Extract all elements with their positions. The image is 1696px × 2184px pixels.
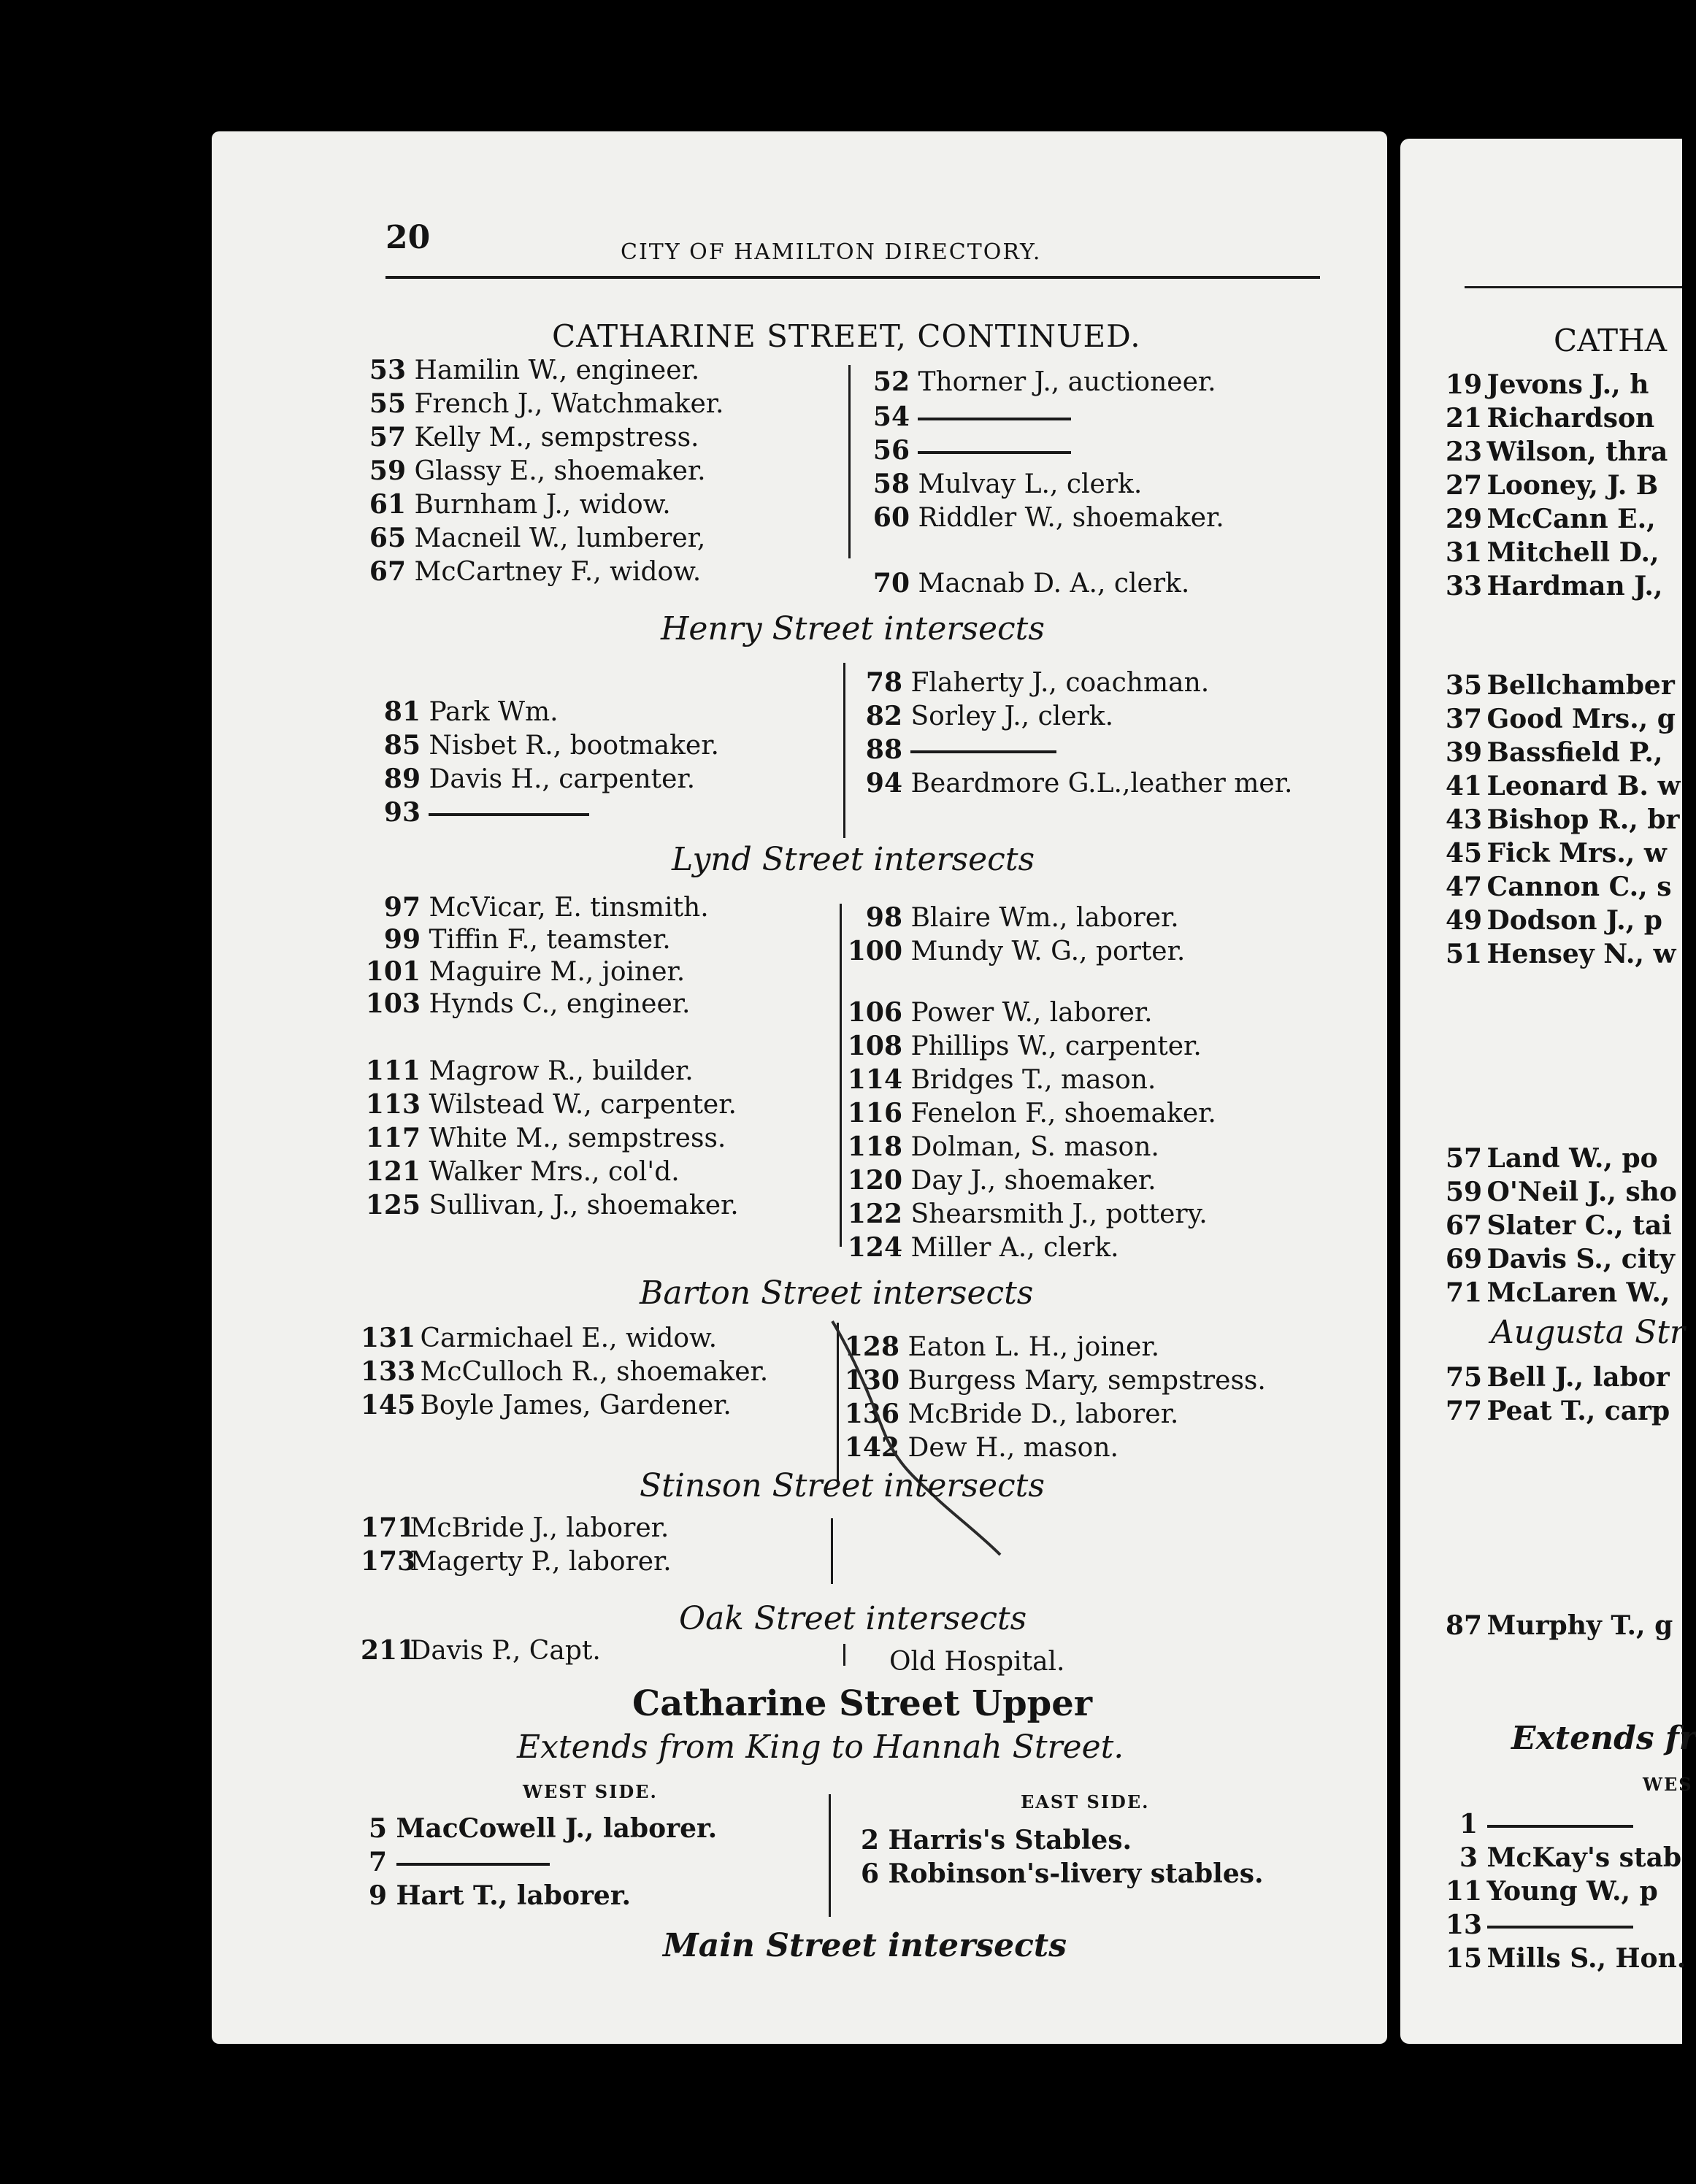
list-item: 94 Beardmore G.L.,leather mer. — [865, 768, 1293, 799]
handwritten-pen-stroke — [825, 1314, 1015, 1562]
list-item: 71 McLaren W., — [1446, 1277, 1670, 1308]
list-item: 47 Cannon C., s — [1446, 872, 1672, 902]
list-item: Old Hospital. — [889, 1647, 1065, 1677]
list-item: 122 Shearsmith J., pottery. — [847, 1199, 1208, 1229]
list-item: 77 Peat T., carp — [1446, 1396, 1670, 1426]
list-item: 49 Dodson J., p — [1446, 905, 1662, 936]
west-side-label: WES — [1643, 1774, 1693, 1795]
list-item: 31 Mitchell D., — [1446, 537, 1659, 568]
header-rule — [1465, 286, 1682, 288]
blank-entry-dash — [396, 1863, 550, 1866]
list-item: 59 Glassy E., shoemaker. — [369, 455, 706, 486]
list-item: 29 McCann E., — [1446, 504, 1656, 534]
list-item: 52 Thorner J., auctioneer. — [872, 366, 1216, 397]
street-heading: Catharine Street Upper — [632, 1683, 1093, 1724]
list-item: 56 — [869, 435, 1071, 466]
list-item: 98 Blaire Wm., laborer. — [865, 902, 1179, 933]
list-item: 23 Wilson, thra — [1446, 437, 1668, 467]
list-item: 65 Macneil W., lumberer, — [369, 523, 706, 553]
list-item: 45 Fick Mrs., w — [1446, 838, 1667, 869]
intersection-heading: Henry Street intersects — [661, 610, 1045, 647]
list-item: 106 Power W., laborer. — [847, 997, 1153, 1028]
list-item: 21 Richardson — [1446, 403, 1655, 434]
list-item: 15 Mills S., Hon. — [1446, 1943, 1687, 1974]
list-item: 9 Hart T., laborer. — [368, 1880, 632, 1911]
list-item: 67 Slater C., tai — [1446, 1210, 1672, 1241]
intersection-heading: Lynd Street intersects — [672, 841, 1035, 878]
list-item: 55 French J., Watchmaker. — [369, 388, 724, 419]
list-item: 103 Hynds C., engineer. — [365, 988, 691, 1019]
street-extent: Extends fr — [1511, 1720, 1696, 1757]
list-item: 2 Harris's Stables. — [860, 1825, 1132, 1856]
list-item: 142 Dew H., mason. — [844, 1432, 1118, 1463]
list-item: 11 Young W., p — [1446, 1876, 1658, 1907]
west-side-label: WEST SIDE. — [523, 1781, 658, 1802]
list-item: 125 Sullivan, J., shoemaker. — [365, 1190, 739, 1220]
list-item: 58 Mulvay L., clerk. — [872, 469, 1143, 499]
list-item: 145 Boyle James, Gardener. — [361, 1390, 732, 1420]
list-item: 111 Magrow R., builder. — [365, 1056, 694, 1086]
list-item: 108 Phillips W., carpenter. — [847, 1031, 1202, 1061]
list-item: 121 Walker Mrs., col'd. — [365, 1156, 680, 1187]
running-title: CITY OF HAMILTON DIRECTORY. — [621, 239, 1042, 265]
list-item: 41 Leonard B. w — [1446, 771, 1681, 801]
list-item: 53 Hamilin W., engineer. — [369, 355, 700, 385]
list-item: 5 MacCowell J., laborer. — [368, 1813, 718, 1844]
list-item: 88 — [862, 734, 1056, 765]
list-item: 37 Good Mrs., g — [1446, 704, 1676, 734]
list-item: 75 Bell J., labor — [1446, 1362, 1670, 1393]
intersection-heading: Oak Street intersects — [679, 1600, 1027, 1637]
list-item: 128 Eaton L. H., joiner. — [844, 1331, 1160, 1362]
section-title: CATHA — [1554, 323, 1668, 358]
list-item: 131 Carmichael E., widow. — [361, 1323, 718, 1353]
list-item: 78 Flaherty J., coachman. — [865, 667, 1210, 698]
blank-entry-dash — [918, 451, 1071, 454]
list-item: 67 McCartney F., widow. — [369, 556, 702, 587]
intersection-heading: Barton Street intersects — [640, 1274, 1034, 1312]
list-item: 118 Dolman, S. mason. — [847, 1131, 1159, 1162]
list-item: 211 Davis P., Capt. — [361, 1635, 601, 1666]
street-extent: Extends from King to Hannah Street. — [517, 1729, 1124, 1766]
list-item: 124 Miller A., clerk. — [847, 1232, 1119, 1263]
list-item: 57 Kelly M., sempstress. — [369, 422, 699, 453]
list-item: 59 O'Neil J., sho — [1446, 1177, 1677, 1207]
page-number: 20 — [385, 219, 431, 256]
blank-entry-dash — [1487, 1825, 1633, 1828]
list-item: 13 — [1446, 1910, 1633, 1940]
list-item: 69 Davis S., city — [1446, 1244, 1675, 1274]
blank-entry-dash — [910, 750, 1056, 753]
page-gutter — [1387, 131, 1400, 2044]
list-item: 113 Wilstead W., carpenter. — [365, 1089, 737, 1120]
column-separator — [843, 663, 845, 838]
header-rule — [385, 276, 1320, 279]
east-side-label: EAST SIDE. — [1021, 1791, 1150, 1812]
list-item: 101 Maguire M., joiner. — [365, 956, 686, 987]
blank-entry-dash — [429, 813, 589, 816]
list-item: 27 Looney, J. B — [1446, 470, 1659, 501]
list-item: 133 McCulloch R., shoemaker. — [361, 1356, 769, 1387]
intersection-heading: Main Street intersects — [663, 1927, 1067, 1964]
column-separator — [848, 365, 851, 558]
list-item: 7 — [361, 1847, 550, 1877]
list-item: 87 Murphy T., g — [1446, 1610, 1673, 1641]
list-item: 57 Land W., po — [1446, 1143, 1658, 1174]
list-item: 39 Bassfield P., — [1446, 737, 1663, 768]
column-separator — [829, 1794, 831, 1917]
blank-entry-dash — [918, 418, 1071, 420]
column-separator — [840, 904, 842, 1247]
list-item: 82 Sorley J., clerk. — [865, 701, 1114, 731]
list-item: 114 Bridges T., mason. — [847, 1064, 1156, 1095]
list-item: 60 Riddler W., shoemaker. — [872, 502, 1224, 533]
list-item: 85 Nisbet R., bootmaker. — [383, 730, 719, 761]
list-item: 136 McBride D., laborer. — [844, 1399, 1179, 1429]
list-item: 1 — [1446, 1809, 1633, 1839]
list-item: 61 Burnham J., widow. — [369, 489, 671, 520]
list-item: 81 Park Wm. — [383, 696, 559, 727]
intersection-heading: Stinson Street intersects — [640, 1467, 1045, 1504]
intersection-heading: Augusta Str — [1491, 1314, 1685, 1351]
list-item: 130 Burgess Mary, sempstress. — [844, 1365, 1266, 1396]
blank-entry-dash — [1487, 1926, 1633, 1929]
list-item: 89 Davis H., carpenter. — [383, 764, 696, 794]
list-item: 33 Hardman J., — [1446, 571, 1663, 601]
list-item: 3 McKay's stab — [1459, 1842, 1682, 1873]
column-separator — [843, 1644, 845, 1666]
list-item: 43 Bishop R., br — [1446, 804, 1680, 835]
list-item: 117 White M., sempstress. — [365, 1123, 726, 1153]
list-item: 99 Tiffin F., teamster. — [383, 924, 671, 955]
list-item: 116 Fenelon F., shoemaker. — [847, 1098, 1216, 1128]
list-item: 120 Day J., shoemaker. — [847, 1165, 1156, 1196]
list-item: 70 Macnab D. A., clerk. — [872, 568, 1190, 599]
list-item: 97 McVicar, E. tinsmith. — [383, 892, 709, 923]
list-item: 19 Jevons J., h — [1446, 369, 1649, 400]
list-item: 93 — [380, 797, 589, 828]
list-item: 173 Magerty P., laborer. — [361, 1546, 672, 1577]
list-item: 171 McBride J., laborer. — [361, 1512, 669, 1543]
list-item: 35 Bellchamber — [1446, 670, 1675, 701]
list-item: 51 Hensey N., w — [1446, 939, 1676, 969]
list-item: 100 Mundy W. G., porter. — [847, 936, 1186, 966]
section-title: CATHARINE STREET, CONTINUED. — [552, 318, 1141, 354]
list-item: 6 Robinson's-livery stables. — [860, 1858, 1264, 1889]
list-item: 54 — [869, 401, 1071, 432]
